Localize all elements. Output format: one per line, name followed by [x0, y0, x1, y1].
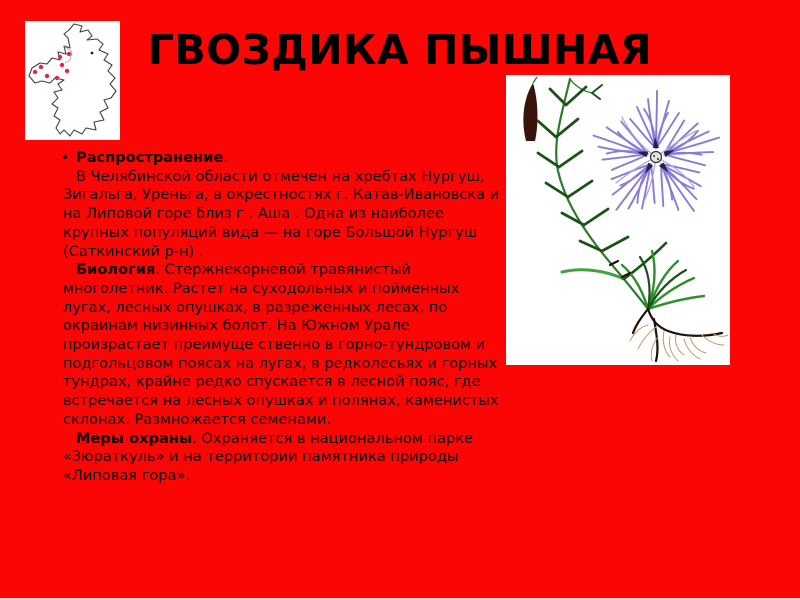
flower-illustration [506, 75, 730, 365]
protection-heading: Меры охраны [76, 429, 193, 447]
page-title: ГВОЗДИКА ПЫШНАЯ [147, 26, 653, 74]
biology-text: . Стержнекорневой травянистый многолетник. Растет на суходольных и пойменных лугах, лесных опушках, в разреженных лесах, по окраинам низинных болот. На Южном Урале произрастает преимуще ственно в горно-тундровом и подгольцовом поясах на лугах, в редколесьях и горных тундрах, крайне редко спускается в лесной пояс, где встречается на лесных опушках и полянах, каменистых склонах. Размножается семенами. [63, 261, 499, 428]
paragraph-distribution [63, 168, 510, 262]
bullet-marker: • [61, 150, 70, 166]
distribution-heading-tail: . [223, 149, 228, 166]
distribution-text: В Челябинской области отмечен на хребтах Нургуш, Зигальга, Уреньга, в окрестностях г. Катав-Ивановска и на Липовой горе близ г . Аша . Одна из наиболее крупных популяций вида — на горе Большой Нургуш (Саткинский р-н) . [63, 167, 500, 260]
paragraph-distribution-heading [63, 149, 510, 168]
region-map-icon [25, 21, 120, 140]
paragraph-protection [63, 430, 510, 486]
protection-text: . Охраняется в национальном парке «Зюраткуль» и на территории памятника природы «Липовая гора». [63, 429, 474, 484]
map-city-dot [91, 52, 94, 55]
range-map-thumbnail [25, 21, 120, 140]
distribution-heading: Распространение [76, 149, 224, 166]
flower-head [585, 91, 726, 226]
paragraph-biology [63, 261, 510, 429]
body-text [63, 149, 510, 486]
dianthus-drawing-icon [506, 75, 730, 365]
biology-heading: Биология [76, 261, 156, 279]
